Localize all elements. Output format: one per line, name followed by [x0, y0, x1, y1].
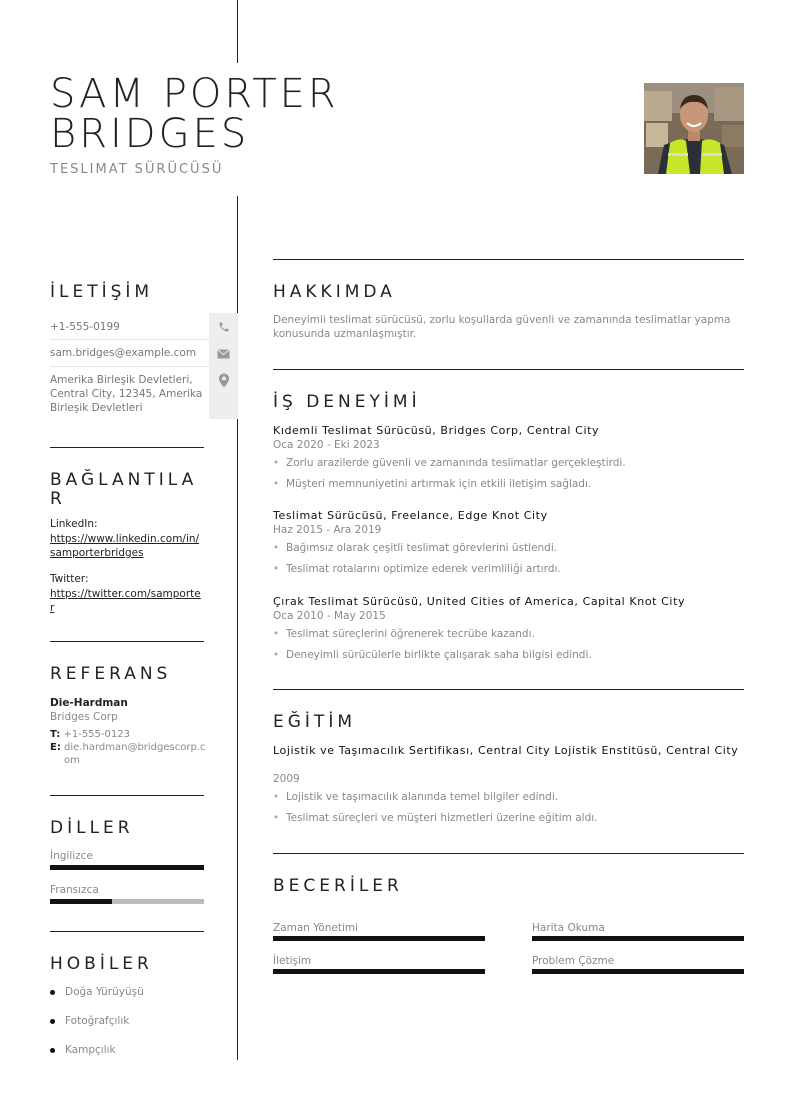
divider [273, 369, 744, 370]
job-bullet-text: Teslimat süreçlerini öğrenerek tecrübe kazandı. [286, 628, 535, 640]
language-level-fill [50, 899, 112, 904]
job-bullet: • Bağımsız olarak çeşitli teslimat görevlerini üstlendi. [273, 542, 558, 554]
skill-level-bar [273, 936, 485, 941]
language-name: İngilizce [50, 850, 93, 862]
job-title: Kıdemli Teslimat Sürücüsü, Bridges Corp, Central City [273, 424, 600, 437]
divider [50, 931, 204, 932]
education-title: Lojistik ve Taşımacılık Sertifikası, Central City Lojistik Enstitüsü, Central City [273, 744, 739, 757]
about-text: Deneyimli teslimat sürücüsü, zorlu koşullarda güvenli ve zamanında teslimatlar yapma konusunda uzmanlaşmıştır. [273, 314, 731, 340]
language-level-fill [50, 865, 204, 870]
profile-photo-image [644, 83, 744, 174]
bullet-dot [50, 990, 55, 995]
education-year: 2009 [273, 773, 300, 785]
contact-heading: İLETİŞİM [50, 282, 154, 302]
skill-name: Problem Çözme [532, 955, 615, 967]
profile-photo [644, 83, 744, 174]
job-bullet-text: Deneyimli sürücülerle birlikte çalışarak saha bilgisi edindi. [286, 649, 592, 661]
languages-heading: DİLLER [50, 818, 134, 838]
divider [273, 853, 744, 854]
reference-phone-value: +1-555-0123 [63, 729, 130, 740]
phone-text: +1-555-0199 [50, 321, 120, 333]
job-dates: Oca 2020 - Eki 2023 [273, 439, 380, 451]
bullet-dot [50, 1048, 55, 1053]
job-dates: Oca 2010 - May 2015 [273, 610, 386, 622]
address-text: Amerika Birleşik Devletleri, Central City, 12345, Amerika Birleşik Devletleri [50, 374, 203, 414]
reference-email [50, 741, 210, 767]
email-icon [209, 340, 238, 367]
skill-name: Zaman Yönetimi [273, 922, 359, 934]
name-line-2: BRIDGES [50, 111, 250, 157]
job-bullet: • Müşteri memnuniyetini artırmak için etkili iletişim sağladı. [273, 478, 592, 490]
skills-heading: BECERİLER [273, 876, 403, 896]
job-bullet-text: Müşteri memnuniyetini artırmak için etkili iletişim sağladı. [286, 478, 592, 490]
education-heading: EĞİTİM [273, 712, 356, 732]
twitter-label: Twitter: [50, 573, 89, 585]
job-bullet-text: Zorlu arazilerde güvenli ve zamanında teslimatlar gerçekleştirdi. [286, 457, 626, 469]
language-level-bar [50, 865, 204, 870]
reference-email-value: die.hardman@bridgescorp.com [64, 742, 206, 766]
education-bullet: • Teslimat süreçleri ve müşteri hizmetleri üzerine eğitim aldı. [273, 812, 598, 824]
references-heading: REFERANS [50, 664, 172, 684]
job-bullet: • Teslimat süreçlerini öğrenerek tecrübe kazandı. [273, 628, 535, 640]
hobby-item [50, 986, 144, 998]
hobby-label: Fotoğrafçılık [65, 1015, 130, 1027]
twitter-link[interactable]: https://twitter.com/samporter [50, 588, 201, 614]
hobby-label: Kampçılık [65, 1044, 116, 1056]
job-bullet: • Deneyimli sürücülerle birlikte çalışarak saha bilgisi edindi. [273, 649, 592, 661]
skill-level-bar [532, 969, 744, 974]
skill-name: İletişim [273, 955, 312, 967]
hobby-label: Doğa Yürüyüşü [65, 986, 144, 998]
job-bullet: • Teslimat rotalarını optimize ederek verimliliği artırdı. [273, 563, 561, 575]
reference-name: Die-Hardman [50, 697, 128, 709]
bullet-dot [50, 1019, 55, 1024]
divider [50, 641, 204, 642]
email-text: sam.bridges@example.com [50, 347, 197, 359]
reference-company: Bridges Corp [50, 711, 118, 723]
job-dates: Haz 2015 - Ara 2019 [273, 524, 382, 536]
education-bullet: • Lojistik ve taşımacılık alanında temel bilgiler edindi. [273, 791, 559, 803]
about-heading: HAKKIMDA [273, 282, 396, 302]
experience-heading: İŞ DENEYİMİ [273, 392, 421, 412]
hobbies-heading: HOBİLER [50, 954, 153, 974]
linkedin-label: LinkedIn: [50, 518, 98, 530]
divider-top [237, 0, 238, 63]
education-bullet-text: Lojistik ve taşımacılık alanında temel bilgiler edindi. [286, 791, 559, 803]
links-heading: BAĞLANTILAR [50, 470, 198, 509]
skill-name: Harita Okuma [532, 922, 605, 934]
job-title: TESLIMAT SÜRÜCÜSÜ [50, 162, 224, 177]
job-title: Teslimat Sürücüsü, Freelance, Edge Knot City [273, 509, 548, 522]
skill-level-bar [273, 969, 485, 974]
divider [273, 259, 744, 260]
name-line-1: SAM PORTER [50, 71, 339, 117]
hobby-item [50, 1044, 116, 1056]
divider [50, 795, 204, 796]
skill-level-bar [532, 936, 744, 941]
hobby-item [50, 1015, 129, 1027]
divider [50, 447, 204, 448]
job-bullet-text: Teslimat rotalarını optimize ederek verimliliği artırdı. [286, 563, 561, 575]
phone-icon [209, 313, 238, 340]
reference-phone [50, 728, 130, 741]
location-icon [209, 367, 238, 419]
linkedin-link[interactable]: https://www.linkedin.com/in/samporterbridges [50, 533, 200, 559]
language-name: Fransızca [50, 884, 99, 896]
full-name [50, 71, 610, 157]
reference-phone-label: T: [50, 729, 61, 740]
job-bullet: • Zorlu arazilerde güvenli ve zamanında teslimatlar gerçekleştirdi. [273, 457, 626, 469]
divider [273, 689, 744, 690]
education-bullet-text: Teslimat süreçleri ve müşteri hizmetleri üzerine eğitim aldı. [286, 812, 598, 824]
job-bullet-text: Bağımsız olarak çeşitli teslimat görevlerini üstlendi. [286, 542, 558, 554]
job-title: Çırak Teslimat Sürücüsü, United Cities of America, Capital Knot City [273, 595, 686, 608]
language-level-bar [50, 899, 204, 904]
reference-email-label: E: [50, 742, 61, 753]
